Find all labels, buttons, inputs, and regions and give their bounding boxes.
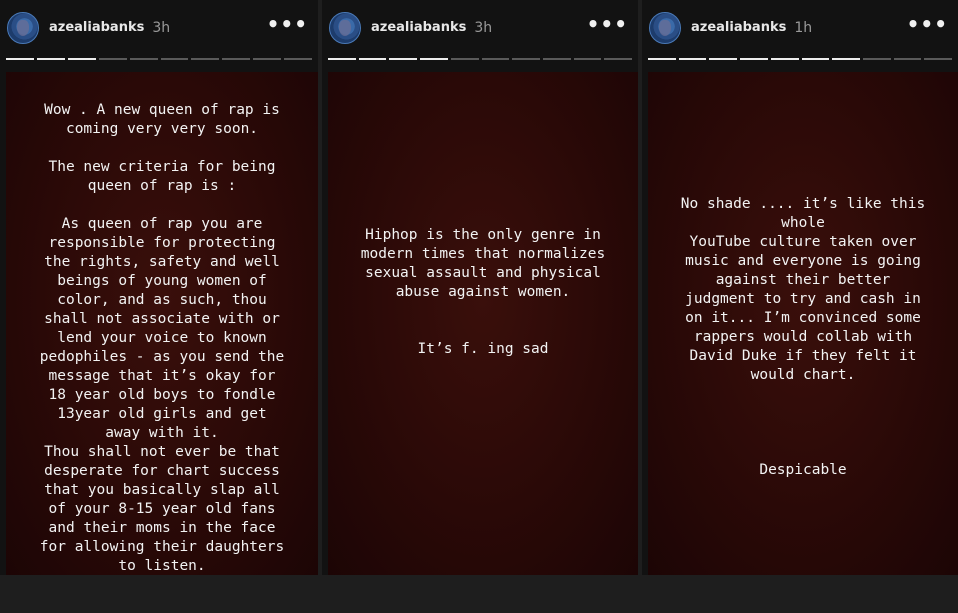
- progress-segment: [130, 58, 158, 60]
- username[interactable]: azealiabanks: [371, 20, 467, 35]
- progress-segment: [863, 58, 891, 60]
- progress-segment: [161, 58, 189, 60]
- more-options-icon[interactable]: •••: [906, 12, 948, 36]
- progress-segment: [740, 58, 768, 60]
- story-panel-1[interactable]: [0, 0, 318, 575]
- story-header: [322, 0, 638, 55]
- avatar[interactable]: [329, 12, 361, 44]
- username[interactable]: azealiabanks: [691, 20, 787, 35]
- story-content[interactable]: [328, 72, 638, 575]
- progress-segment: [222, 58, 250, 60]
- timestamp: 3h: [152, 19, 171, 36]
- story-text-secondary: It’s f. ing sad: [417, 341, 549, 357]
- progress-segment: [389, 58, 417, 60]
- story-text-secondary: Despicable: [759, 462, 847, 478]
- avatar[interactable]: [7, 12, 39, 44]
- progress-segment: [894, 58, 922, 60]
- progress-segment: [604, 58, 632, 60]
- progress-segment: [359, 58, 387, 60]
- avatar[interactable]: [649, 12, 681, 44]
- story-content[interactable]: [6, 72, 318, 575]
- progress-segment: [924, 58, 952, 60]
- progress-segment: [328, 58, 356, 60]
- story-panel-3[interactable]: [642, 0, 958, 575]
- story-progress-bar: [648, 58, 952, 61]
- progress-segment: [420, 58, 448, 60]
- story-header: [642, 0, 958, 55]
- progress-segment: [512, 58, 540, 60]
- progress-segment: [679, 58, 707, 60]
- progress-segment: [802, 58, 830, 60]
- progress-segment: [543, 58, 571, 60]
- progress-segment: [451, 58, 479, 60]
- story-progress-bar: [328, 58, 632, 61]
- story-text: Hiphop is the only genre in modern times that normalizes sexual assault and physical abuse against women.: [360, 227, 606, 300]
- progress-segment: [253, 58, 281, 60]
- progress-segment: [648, 58, 676, 60]
- more-options-icon[interactable]: •••: [586, 12, 628, 36]
- story-panel-2[interactable]: [322, 0, 638, 575]
- story-text: Wow . A new queen of rap is coming very very soon. The new criteria for being queen of rap is : As queen of rap you are responsible for protecting the rights, safety and well beings of young women of color, and as such, thou shall not associate with or lend your voice to known pedophiles - as you send the message that it’s okay for 18 year old boys to fondle 13year old girls and get away with it. Thou shall not ever be that desperate for chart success that you basically slap all of your 8-15 year old fans and their moms in the face for allowing their daughters to listen.: [39, 102, 285, 574]
- story-text: No shade .... it’s like this whole YouTube culture taken over music and everyone is going against their better judgment to try and cash in on it... I’m convinced some rappers would collab with David Duke if they felt it would chart.: [680, 196, 926, 383]
- progress-segment: [37, 58, 65, 60]
- progress-segment: [771, 58, 799, 60]
- progress-segment: [99, 58, 127, 60]
- timestamp: 3h: [474, 19, 493, 36]
- progress-segment: [709, 58, 737, 60]
- progress-segment: [6, 58, 34, 60]
- progress-segment: [284, 58, 312, 60]
- progress-segment: [482, 58, 510, 60]
- timestamp: 1h: [794, 19, 813, 36]
- username[interactable]: azealiabanks: [49, 20, 145, 35]
- story-content[interactable]: [648, 72, 958, 575]
- progress-segment: [191, 58, 219, 60]
- story-progress-bar: [6, 58, 312, 61]
- progress-segment: [574, 58, 602, 60]
- progress-segment: [832, 58, 860, 60]
- more-options-icon[interactable]: •••: [266, 12, 308, 36]
- progress-segment: [68, 58, 96, 60]
- story-header: [0, 0, 318, 55]
